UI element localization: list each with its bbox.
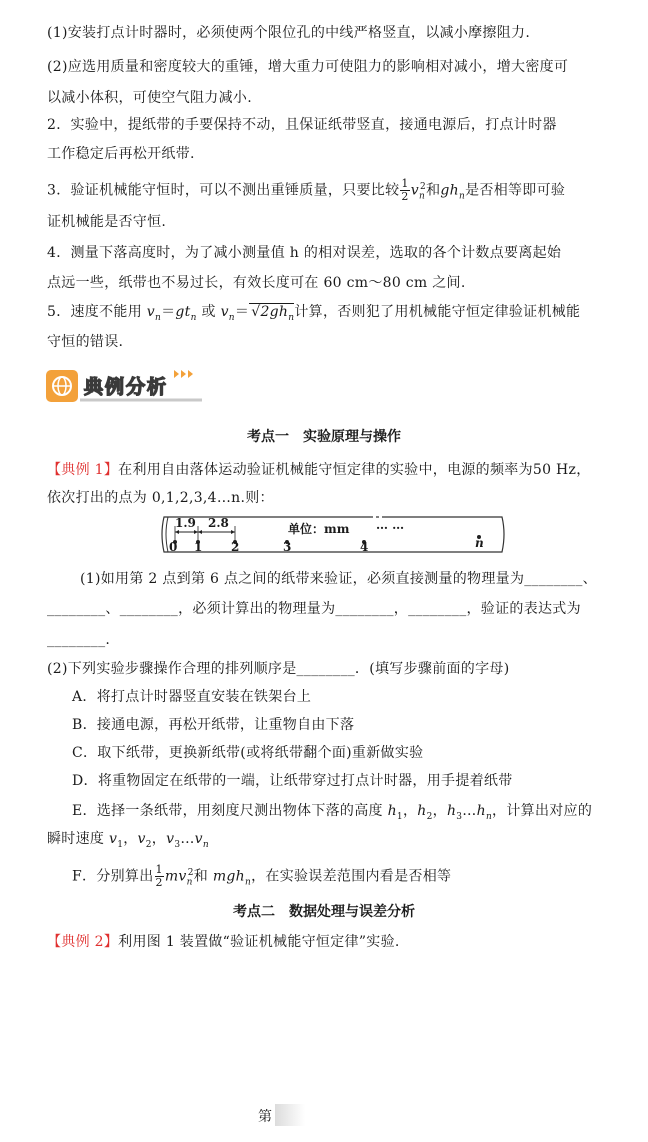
tape-label-3: 3 — [283, 540, 292, 554]
tape-distance-1: 1.9 — [175, 516, 196, 530]
step-e-end: ，计算出对应的 — [492, 803, 593, 819]
tape-ellipsis: … … — [376, 518, 405, 532]
fraction-half: $\frac{1}{2}$ — [401, 177, 409, 204]
note-5a-or: 或 — [201, 304, 216, 320]
note-5a: 5．速度不能用 $v_n=gt_n$ 或 $v_n= √2gh_n$计算，否则犯了用机械能守恒定律验证机械能 — [47, 304, 581, 323]
note-3a: 3．验证机械能守恒时，可以不测出重锤质量，只要比较 $\frac{1}{2}$ $v_n^2$和$gh_n$是否相等即可验 — [47, 177, 566, 204]
note-2a: 2．实验中，提纸带的手要保持不动，且保证纸带竖直，接通电源后，打点计时器 — [47, 117, 557, 133]
step-f: F．分别算出 $\frac{1}{2}$ $mv_n^2$和 mgh$_n$，在实验误差范围内看是否相等 — [72, 863, 452, 890]
note-5b: 守恒的错误. — [47, 334, 124, 350]
example-1-line-b: 依次打出的点为 0,1,2,3,4…n.则： — [47, 490, 274, 506]
page-number-smudge — [275, 1104, 305, 1126]
tape-label-2: 2 — [231, 540, 240, 554]
example-1-tag: 【典例 1】 — [47, 462, 119, 478]
step-f-text: F．分别算出 — [72, 868, 154, 885]
note-3a-end: 是否相等即可验 — [465, 182, 566, 199]
step-e-text: E．选择一条纸带，用刻度尺测出物体下落的高度 — [72, 803, 383, 819]
step-e-line-2: 瞬时速度 $v_1$，$v_2$，$v_3\dots v_n$ — [47, 831, 209, 850]
note-1-1: (1)安装打点计时器时，必须使两个限位孔的中线严格竖直，以减小摩擦阻力. — [47, 25, 531, 41]
step-f-end: ，在实验误差范围内看是否相等 — [251, 868, 452, 885]
page-number: 第 — [258, 1109, 272, 1125]
step-d: D．将重物固定在纸带的一端，让纸带穿过打点计时器，用手提着纸带 — [72, 773, 513, 789]
step-a: A．将打点计时器竖直安装在铁架台上 — [72, 689, 312, 705]
note-1-2b: 以减小体积，可使空气阻力减小. — [47, 90, 252, 106]
fraction-half-f: $\frac{1}{2}$ — [155, 863, 163, 890]
section-1-title: 考点一 实验原理与操作 — [247, 429, 401, 445]
step-f-and: 和 — [193, 868, 209, 885]
tape-unit: 单位：mm — [288, 522, 350, 536]
note-3a-and: 和 — [426, 182, 441, 199]
note-3b: 证机械能是否守恒. — [47, 214, 167, 230]
note-3a-text: 3．验证机械能守恒时，可以不测出重锤质量，只要比较 — [47, 182, 400, 199]
q2-intro: (2)下列实验步骤操作合理的排列顺序是________．(填写步骤前面的字母) — [47, 661, 510, 677]
note-5a-end: 计算，否则犯了用机械能守恒定律验证机械能 — [294, 304, 581, 320]
note-4b: 点远一些，纸带也不易过长，有效长度可在 60 cm～80 cm 之间. — [47, 275, 466, 291]
section-banner — [46, 366, 206, 404]
example-1-text-a: 在利用自由落体运动验证机械能守恒定律的实验中，电源的频率为50 Hz， — [118, 462, 591, 478]
note-4a: 4．测量下落高度时，为了减小测量值 h 的相对误差，选取的各个计数点要离起始 — [47, 245, 562, 261]
tape-label-4: 4 — [360, 540, 369, 554]
banner-title: 典例分析 — [84, 376, 169, 398]
tape-label-0: 0 — [169, 540, 178, 554]
note-2b: 工作稳定后再松开纸带. — [47, 146, 195, 162]
example-2-tag: 【典例 2】 — [47, 934, 119, 950]
step-c: C．取下纸带，更换新纸带(或将纸带翻个面)重新做实验 — [72, 745, 424, 761]
q1-line-c: ________. — [47, 632, 111, 648]
q1-line-a: (1)如用第 2 点到第 6 点之间的纸带来验证，必须直接测量的物理量为________、 — [80, 571, 597, 587]
tape-label-1: 1 — [194, 540, 203, 554]
step-b: B．接通电源，再松开纸带，让重物自由下落 — [72, 717, 355, 733]
note-5a-text: 5．速度不能用 — [47, 304, 143, 320]
example-2-text: 利用图 1 装置做“验证机械能守恒定律”实验. — [118, 934, 400, 950]
step-e2-text: 瞬时速度 — [47, 831, 105, 847]
note-1-2a: (2)应选用质量和密度较大的重锤，增大重力可使阻力的影响相对减小，增大密度可 — [47, 59, 569, 75]
step-e: E．选择一条纸带，用刻度尺测出物体下落的高度 $h_1$，$h_2$，$h_3\dots h_n$，计算出对应的 — [72, 803, 593, 822]
tape-distance-2: 2.8 — [208, 516, 229, 530]
q1-line-b: ________、________，必须计算出的物理量为________，________，验证的表达式为 — [47, 601, 581, 617]
paper-tape-figure — [158, 512, 510, 556]
example-2-line — [47, 925, 603, 959]
tape-label-n: n — [475, 536, 484, 550]
section-2-title: 考点二 数据处理与误差分析 — [233, 904, 415, 920]
